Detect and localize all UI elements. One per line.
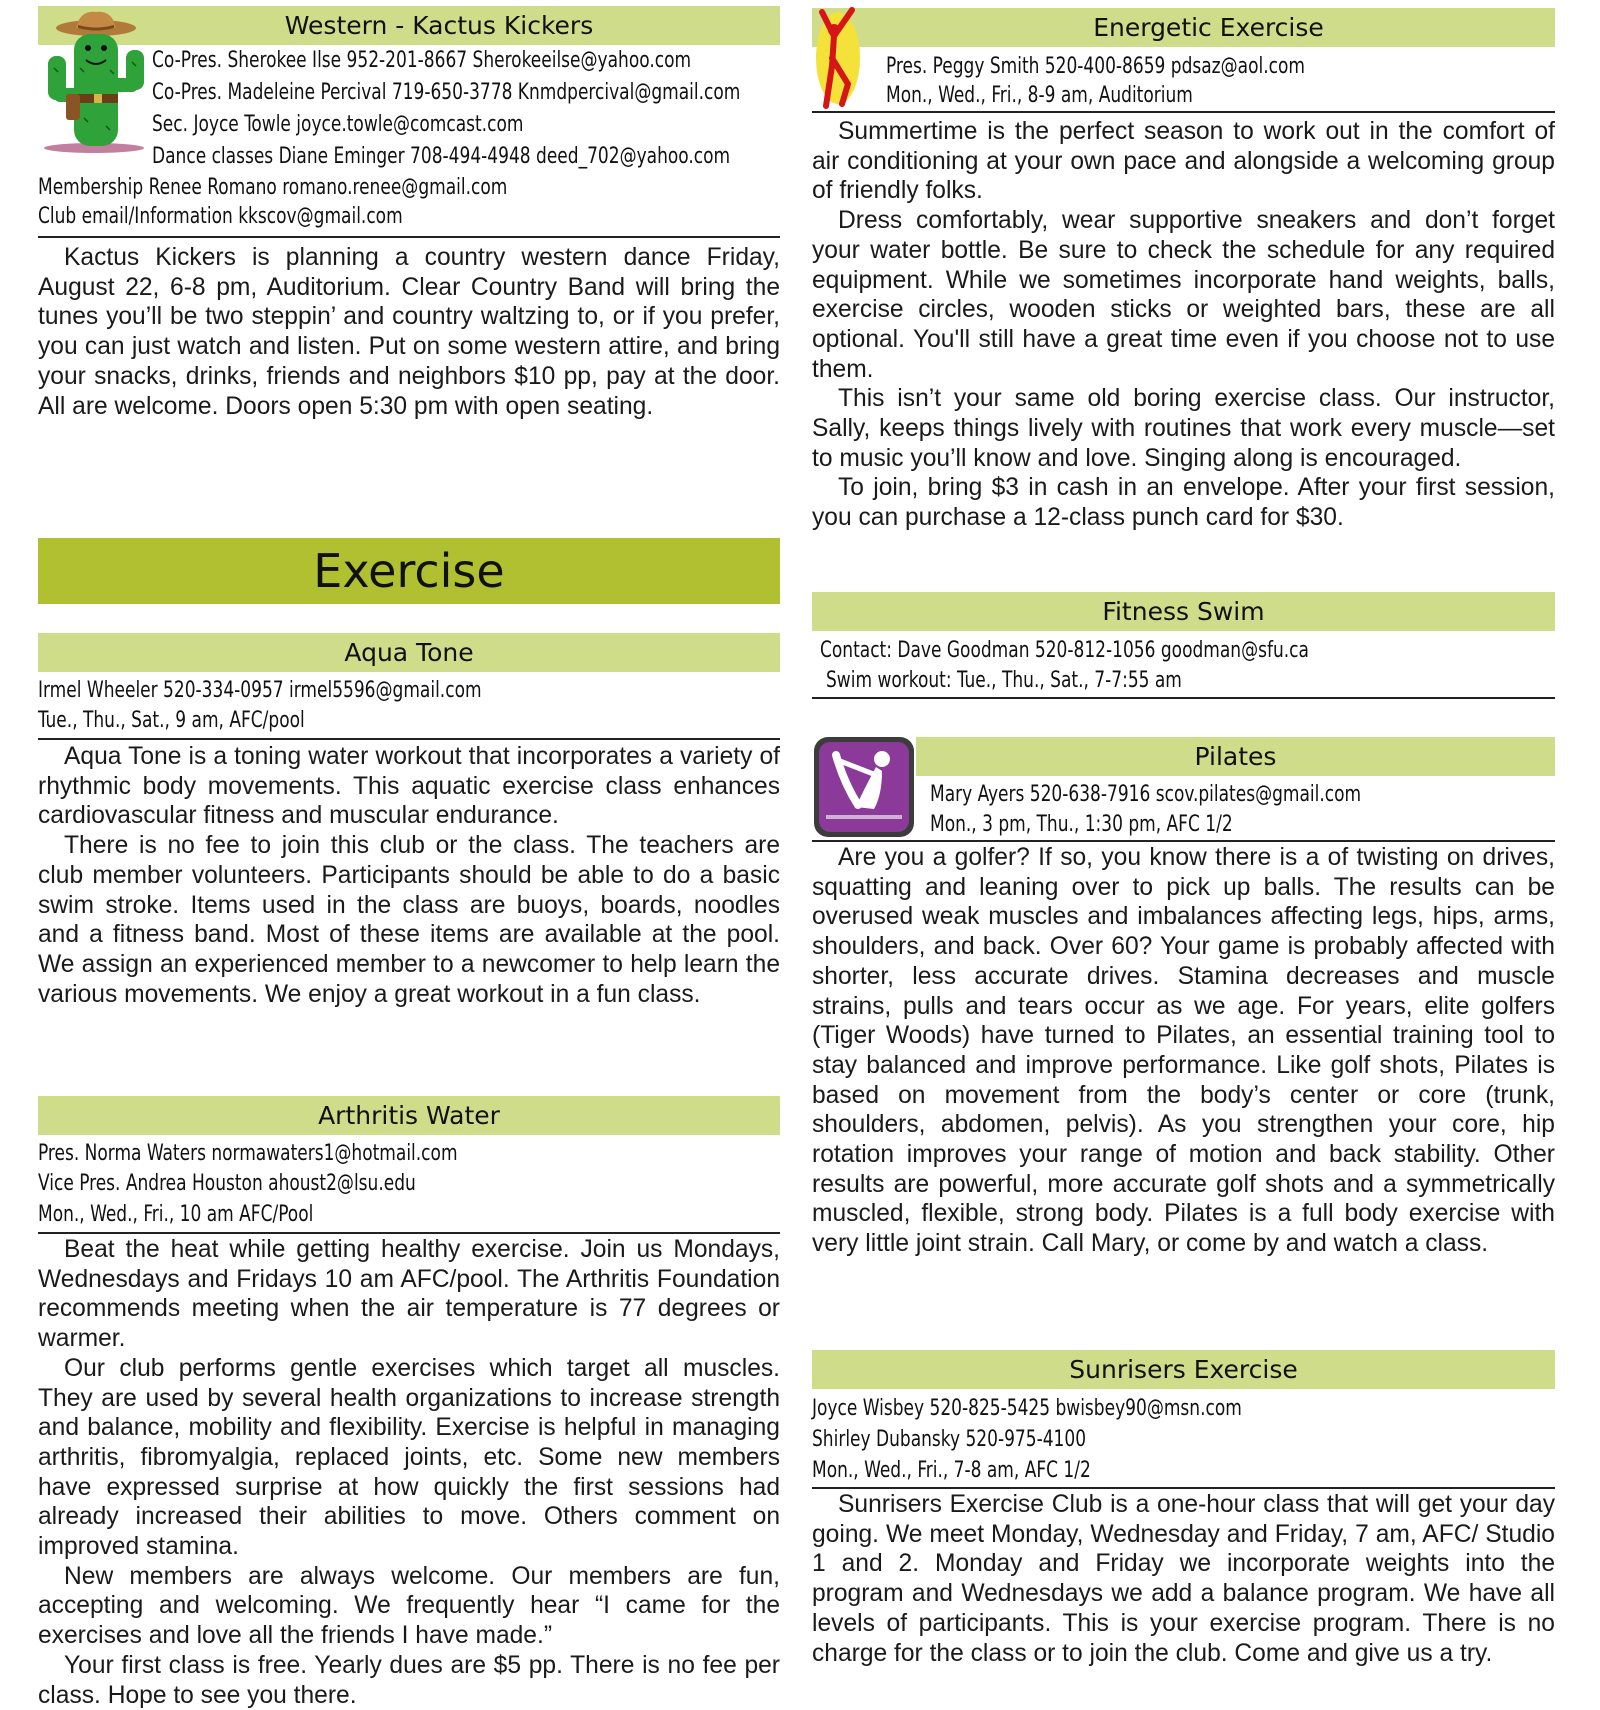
exercise-title: Exercise xyxy=(313,544,505,598)
energetic-paragraph-3: This isn’t your same old boring exercise class. Our instructor, Sally, keeps things lively with routines that work every muscle—set to music you’ll know and love. Singing along is encouraged. xyxy=(812,385,1555,472)
aqua-contact-2: Tue., Thu., Sat., 9 am, AFC/pool xyxy=(38,708,305,733)
aqua-contact-1: Irmel Wheeler 520-334-0957 irmel5596@gmail.com xyxy=(38,678,482,703)
sunrisers-exercise-title: Sunrisers Exercise xyxy=(1069,1355,1298,1384)
kactus-contact-2: Co-Pres. Madeleine Percival 719-650-3778 Knmdpercival@gmail.com xyxy=(152,80,741,105)
pilates-header xyxy=(916,737,1555,776)
kactus-contact-6: Club email/Information kkscov@gmail.com xyxy=(38,204,403,229)
sunrisers-paragraph: Sunrisers Exercise Club is a one-hour class that will get your day going. We meet Monday, Wednesday and Friday, 7 am, AFC/ Studio 1 and 2. Monday and Friday we incorporate weights into the program and Wednesdays we add a balance program. We have all levels of participants. This is your exercise program. There is no charge for the class or to join the club. Come and give us a try. xyxy=(812,1491,1555,1667)
fitness-swim-title: Fitness Swim xyxy=(1102,597,1265,626)
sunrisers-exercise-header xyxy=(812,1350,1555,1389)
energetic-paragraph-4: To join, bring $3 in cash in an envelope. After your first session, you can purchase a 12-class punch card for $30. xyxy=(812,474,1555,532)
exercise-section-header xyxy=(38,538,780,604)
pilates-title: Pilates xyxy=(1194,742,1277,771)
kactus-body xyxy=(38,243,780,421)
kactus-divider xyxy=(38,236,780,238)
energetic-contact-2: Mon., Wed., Fri., 8-9 am, Auditorium xyxy=(886,83,1193,108)
kactus-contact-5: Membership Renee Romano romano.renee@gmail.com xyxy=(38,175,508,200)
arthritis-paragraph-3: New members are always welcome. Our members are fun, accepting and welcoming. We frequently hear “I came for the exercises and love all the friends I have made.” xyxy=(38,1562,780,1650)
kactus-contact-3: Sec. Joyce Towle joyce.towle@comcast.com xyxy=(152,112,524,137)
pilates-divider xyxy=(812,840,1555,842)
arthritis-divider xyxy=(38,1232,780,1234)
pilates-paragraph: Are you a golfer? If so, you know there is a of twisting on drives, squatting and leaning over to pick up balls. The results can be overused weak muscles and imbalances affecting legs, hips, arms, shoulders, and back. Over 60? Your game is probably affected with shorter, less accurate drives. Stamina decreases and muscle strains, pulls and tears occur as we age. For years, elite golfers (Tiger Woods) have turned to Pilates, an essential training tool to stay balanced and improve performance. Like golf shots, Pilates is based on movement from the body’s center or core (trunk, shoulders, abdomen, pelvis). As you strengthen your core, hip rotation improves your range of motion and back stability. Other results are powerful, more accurate golf shots and a symmetrically muscled, flexible, strong body. Pilates is a full body exercise with very little joint strain. Call Mary, or come by and watch a class. xyxy=(812,844,1555,1258)
energetic-exercise-title: Energetic Exercise xyxy=(1093,13,1324,42)
aqua-tone-header xyxy=(38,633,780,672)
aqua-paragraph-2: There is no fee to join this club or the class. The teachers are club member volunteers. Participants should be able to do a basic swim stroke. Items used in the class are buoys, boards, noodles and a fitness band. Most of these items are available at the pool. We assign an experienced member to a newcomer to help learn the various movements. We enjoy a great workout in a fun class. xyxy=(38,832,780,1008)
kactus-kickers-title: Western - Kactus Kickers xyxy=(284,11,594,40)
kactus-contact-1: Co-Pres. Sherokee Ilse 952-201-8667 Sherokeeilse@yahoo.com xyxy=(152,48,692,73)
sunrisers-contact-3: Mon., Wed., Fri., 7-8 am, AFC 1/2 xyxy=(812,1458,1091,1483)
sunrisers-contact-1: Joyce Wisbey 520-825-5425 bwisbey90@msn.com xyxy=(812,1396,1242,1421)
kactus-paragraph: Kactus Kickers is planning a country western dance Friday, August 22, 6-8 pm, Auditorium. Clear Country Band will bring the tunes you’ll be two steppin’ and country waltzing to, or if you prefer, you can just watch and listen. Put on some western attire, and bring your snacks, drinks, friends and neighbors $10 pp, pay at the door. All are welcome. Doors open 5:30 pm with open seating. xyxy=(38,244,780,420)
aqua-body xyxy=(38,742,780,1009)
arthritis-contact-1: Pres. Norma Waters normawaters1@hotmail.com xyxy=(38,1141,458,1166)
swim-contact-1: Contact: Dave Goodman 520-812-1056 goodman@sfu.ca xyxy=(820,638,1309,663)
swim-divider xyxy=(812,697,1555,699)
energetic-paragraph-1: Summertime is the perfect season to work out in the comfort of air conditioning at your own pace and alongside a welcoming group of friendly folks. xyxy=(812,118,1555,205)
pilates-pose-icon xyxy=(812,735,916,839)
sunrisers-divider xyxy=(812,1487,1555,1489)
pilates-contact-1: Mary Ayers 520-638-7916 scov.pilates@gmail.com xyxy=(930,782,1362,807)
energetic-paragraph-2: Dress comfortably, wear supportive sneakers and don’t forget your water bottle. Be sure to check the schedule for any required equipment. While we sometimes incorporate hand weights, balls, exercise circles, wooden sticks or weighted bars, these are all optional. You'll still have a great time even if you choose not to use them. xyxy=(812,207,1555,383)
energetic-body xyxy=(812,117,1555,533)
aqua-divider xyxy=(38,738,780,740)
cactus-cowboy-icon xyxy=(40,8,152,153)
sunrisers-contact-2: Shirley Dubansky 520-975-4100 xyxy=(812,1427,1087,1452)
arthritis-paragraph-4: Your first class is free. Yearly dues are $5 pp. There is no fee per class. Hope to see you there. xyxy=(38,1651,780,1709)
arthritis-water-title: Arthritis Water xyxy=(318,1101,500,1130)
kactus-contact-4: Dance classes Diane Eminger 708-494-4948 deed_702@yahoo.com xyxy=(152,144,731,169)
aqua-tone-title: Aqua Tone xyxy=(344,638,474,667)
pilates-contact-2: Mon., 3 pm, Thu., 1:30 pm, AFC 1/2 xyxy=(930,812,1233,837)
aqua-paragraph-1: Aqua Tone is a toning water workout that incorporates a variety of rhythmic body movements. This aquatic exercise class enhances cardiovascular fitness and muscular endurance. xyxy=(38,743,780,830)
arthritis-water-header xyxy=(38,1096,780,1135)
fitness-swim-header xyxy=(812,592,1555,631)
arthritis-paragraph-1: Beat the heat while getting healthy exercise. Join us Mondays, Wednesdays and Fridays 10 am AFC/pool. The Arthritis Foundation recommends meeting when the air temperature is 77 degrees or warmer. xyxy=(38,1236,780,1353)
energetic-divider xyxy=(812,111,1555,113)
arthritis-contact-2: Vice Pres. Andrea Houston ahoust2@lsu.edu xyxy=(38,1171,416,1196)
swim-contact-2: Swim workout: Tue., Thu., Sat., 7-7:55 am xyxy=(826,668,1182,693)
arthritis-paragraph-2: Our club performs gentle exercises which target all muscles. They are used by several health organizations to increase strength and balance, mobility and flexibility. Exercise is helpful in managing arthritis, fibromyalgia, replaced joints, etc. Some new members have expressed surprise at how quickly the first sessions had already increased their abilities to move. Others comment on improved stamina. xyxy=(38,1354,780,1561)
energetic-exercise-header xyxy=(812,8,1555,47)
arthritis-body xyxy=(38,1235,780,1710)
arthritis-contact-3: Mon., Wed., Fri., 10 am AFC/Pool xyxy=(38,1202,314,1227)
pilates-body xyxy=(812,843,1555,1259)
dancer-icon xyxy=(812,6,870,110)
sunrisers-body xyxy=(812,1490,1555,1668)
energetic-contact-1: Pres. Peggy Smith 520-400-8659 pdsaz@aol.com xyxy=(886,54,1305,79)
